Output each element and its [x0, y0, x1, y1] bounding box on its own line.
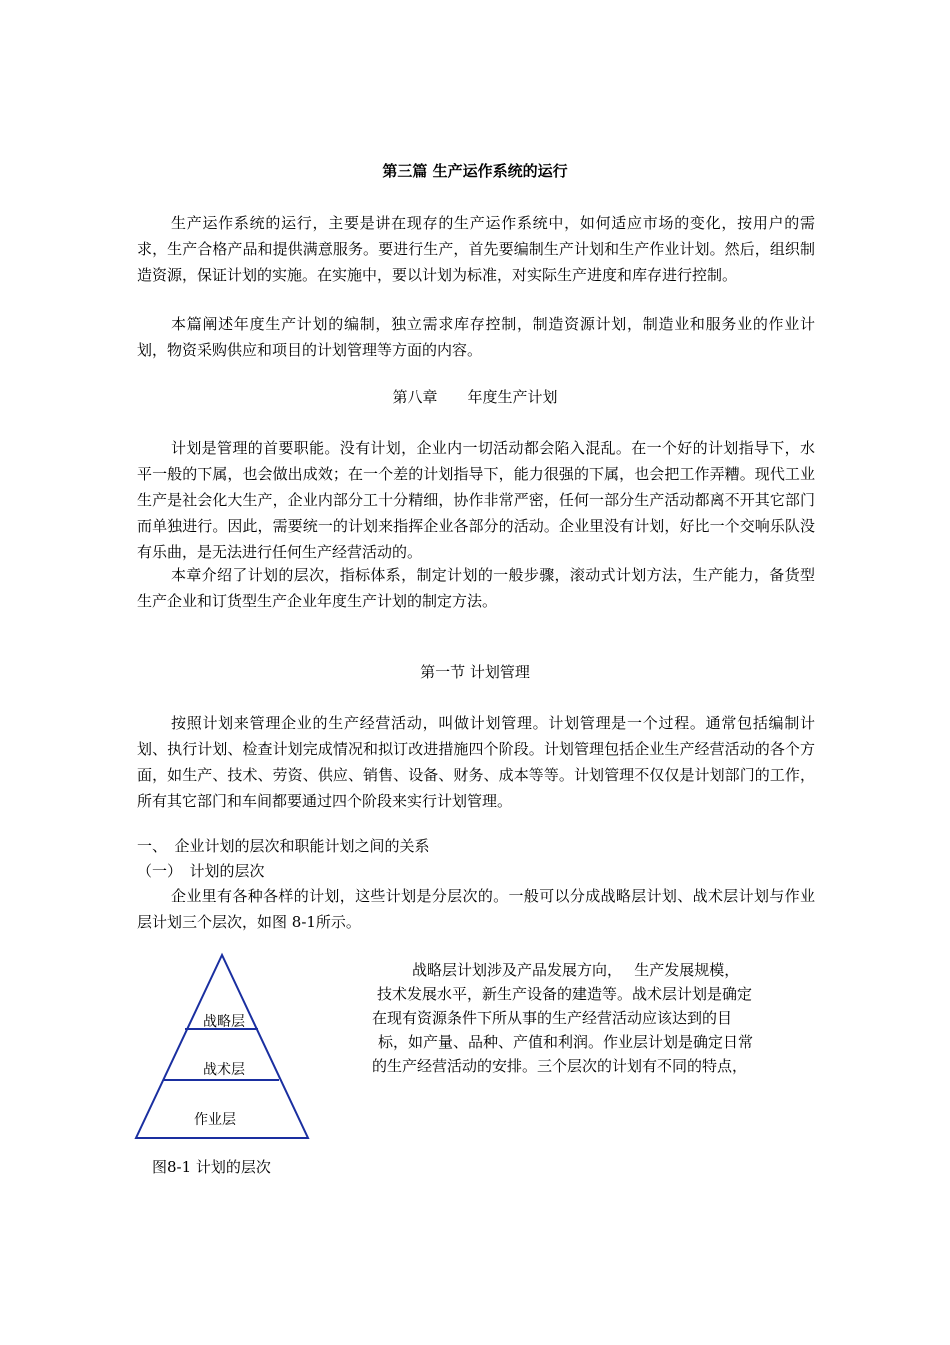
section-paragraph: 按照计划来管理企业的生产经营活动，叫做计划管理。计划管理是一个过程。通常包括编制计划、执行计划、检查计划完成情况和拟订改进措施四个阶段。计划管理包括企业生产经营活动的各个方面，如生产、技术、劳资、供应、销售、设备、财务、成本等等。计划管理不仅仅是计划部门的工作，所有其它部门和车间都要通过四个阶段来实行计划管理。 [137, 714, 815, 810]
levels-paragraph: 企业里有各种各样的计划，这些计划是分层次的。一般可以分成战略层计划、战术层计划与作业层计划三个层次，如图 8-1所示。 [137, 887, 815, 931]
section-title: 第一节 计划管理 [420, 663, 530, 681]
figure-caption: 图8-1 计划的层次 [152, 1158, 271, 1176]
side-text-line-5: 的生产经营活动的安排。三个层次的计划有不同的特点， [372, 1057, 748, 1075]
planning-levels-pyramid-diagram [133, 950, 313, 1145]
heading-level-1: 一、 企业计划的层次和职能计划之间的关系 [137, 837, 430, 855]
side-text-line-1: 战略层计划涉及产品发展方向， 生产发展规模， [412, 961, 740, 979]
pyramid-level-strategic: 战略层 [203, 1014, 245, 1030]
pyramid-outline [136, 955, 308, 1138]
chapter-paragraph-2: 本章介绍了计划的层次，指标体系，制定计划的一般步骤，滚动式计划方法，生产能力，备货型生产企业和订货型生产企业年度生产计划的制定方法。 [137, 566, 815, 610]
side-text-line-2: 技术发展水平，新生产设备的建造等。战术层计划是确定 [377, 985, 753, 1003]
side-text-line-3: 在现有资源条件下所从事的生产经营活动应该达到的目 [372, 1009, 733, 1027]
heading-level-2: （一） 计划的层次 [137, 862, 265, 880]
pyramid-level-operational: 作业层 [194, 1112, 236, 1128]
chapter-paragraph-1: 计划是管理的首要职能。没有计划，企业内一切活动都会陷入混乱。在一个好的计划指导下，水平一般的下属，也会做出成效；在一个差的计划指导下，能力很强的下属，也会把工作弄糟。现代工业生产是社会化大生产，企业内部分工十分精细，协作非常严密，任何一部分生产活动都离不开其它部门而单独进行。因此，需要统一的计划来指挥企业各部分的活动。企业里没有计划，好比一个交响乐队没有乐曲，是无法进行任何生产经营活动的。 [137, 439, 815, 561]
side-text-line-4: 标，如产量、品种、产值和利润。作业层计划是确定日常 [378, 1033, 754, 1051]
pyramid-level-tactical: 战术层 [203, 1062, 245, 1078]
intro-paragraph-2: 本篇阐述年度生产计划的编制，独立需求库存控制，制造资源计划，制造业和服务业的作业计划，物资采购供应和项目的计划管理等方面的内容。 [137, 315, 815, 359]
part-title: 第三篇 生产运作系统的运行 [382, 162, 568, 180]
chapter-title: 第八章 年度生产计划 [392, 388, 558, 406]
intro-paragraph-1: 生产运作系统的运行，主要是讲在现存的生产运作系统中，如何适应市场的变化，按用户的需求，生产合格产品和提供满意服务。要进行生产，首先要编制生产计划和生产作业计划。然后，组织制造资源，保证计划的实施。在实施中，要以计划为标准，对实际生产进度和库存进行控制。 [137, 214, 815, 284]
